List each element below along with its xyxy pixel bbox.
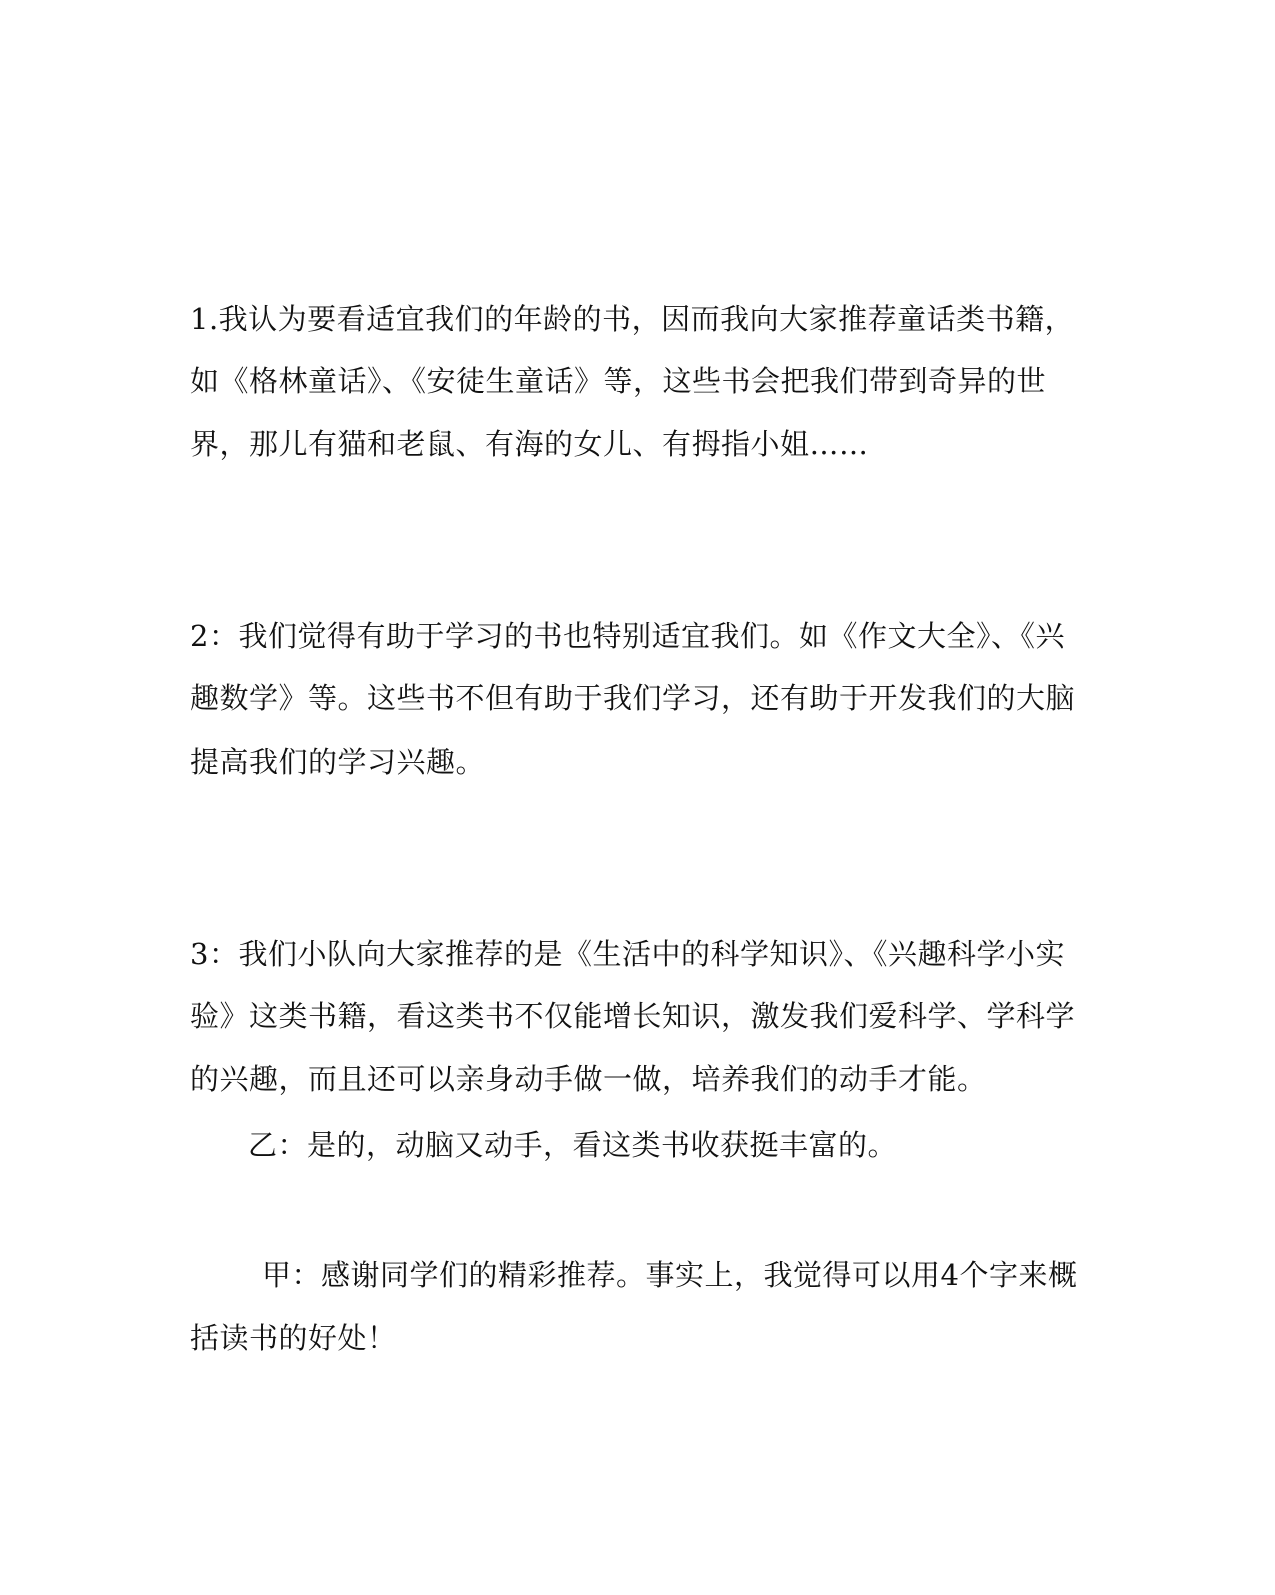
dialogue-yi-line: 乙：是的，动脑又动手，看这类书收获挺丰富的。 <box>248 1128 898 1162</box>
paragraph-1-line-1: 1.我认为要看适宜我们的年龄的书，因而我向大家推荐童话类书籍， <box>190 302 1075 336</box>
paragraph-1-line-2: 如《格林童话》、《安徒生童话》等，这些书会把我们带到奇异的世 <box>190 364 1047 398</box>
dialogue-jia-line-2: 括读书的好处！ <box>190 1321 397 1355</box>
paragraph-3-line-1: 3：我们小队向大家推荐的是《生活中的科学知识》、《兴趣科学小实 <box>190 937 1065 971</box>
paragraph-2-line-3: 提高我们的学习兴趣。 <box>190 745 486 779</box>
paragraph-3-line-3: 的兴趣，而且还可以亲身动手做一做，培养我们的动手才能。 <box>190 1062 987 1096</box>
paragraph-2-line-1: 2：我们觉得有助于学习的书也特别适宜我们。如《作文大全》、《兴 <box>190 619 1065 653</box>
dialogue-jia-line-1: 甲：感谢同学们的精彩推荐。事实上，我觉得可以用4个字来概 <box>262 1258 1078 1292</box>
paragraph-2-line-2: 趣数学》等。这些书不但有助于我们学习，还有助于开发我们的大脑 <box>190 681 1076 715</box>
paragraph-3-line-2: 验》这类书籍，看这类书不仅能增长知识，激发我们爱科学、学科学 <box>190 999 1076 1033</box>
paragraph-1-line-3: 界，那儿有猫和老鼠、有海的女儿、有拇指小姐…… <box>190 427 869 461</box>
